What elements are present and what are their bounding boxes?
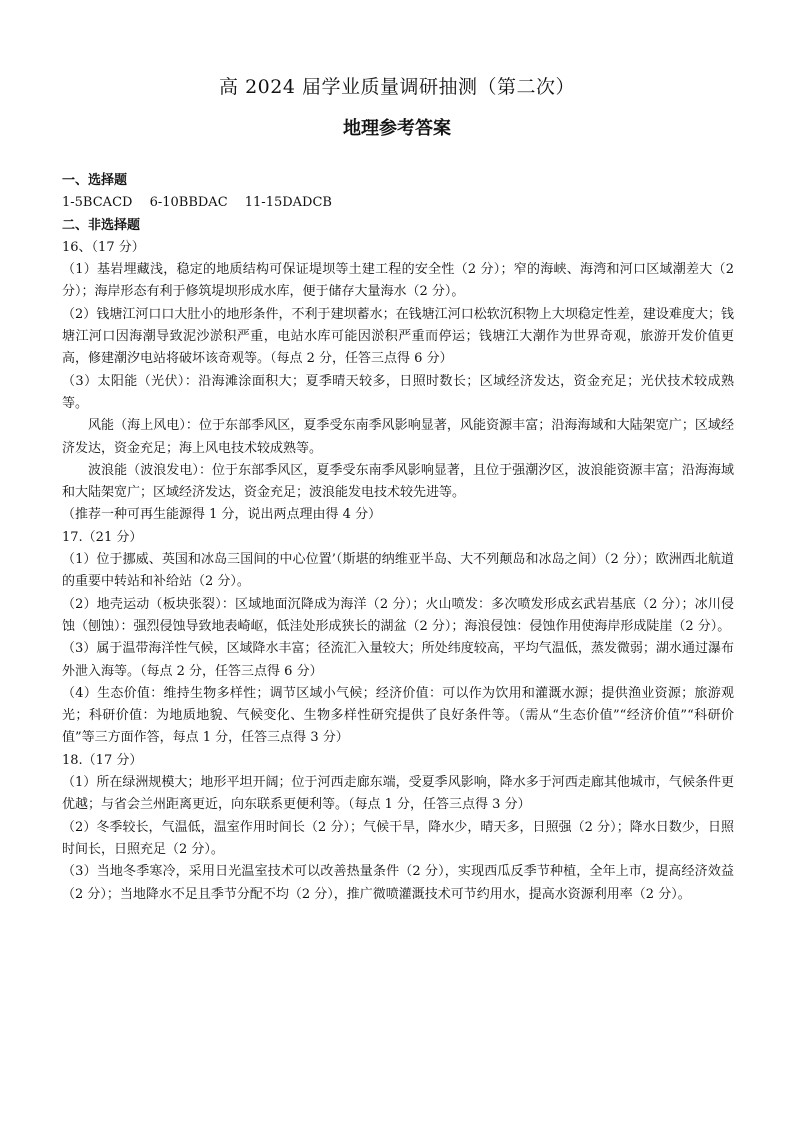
q18-header: 18.（17 分） [62,752,143,768]
q16-part1: （1）基岩埋藏浅，稳定的地质结构可保证堤坝等土建工程的安全性（2 分）；窄的海峡、海湾和河口区域潮差大（2 分）；海岸形态有利于修筑堤坝形成水库，便于储存大量海水（2 分）。 [62,262,734,300]
q17-part1: （1）位于挪威、英国和冰岛三国间的中心位置’（斯堪的纳维亚半岛、大不列颠岛和冰岛之间）（2 分）；欧洲西北航道的重要中转站和补给站（2 分）。 [62,552,734,590]
q16-part3-wave: 波浪能（波浪发电）：位于东部季风区，夏季受东南季风影响显著，且位于强潮汐区，波浪能资源丰富；沿海海域和大陆架宽广；区域经济发达，资金充足；波浪能发电技术较先进等。 [62,462,734,501]
section-heading-choice: 一、选择题 [62,173,128,188]
choice-answers: 1-5BCACD 6-10BBDAC 11-15DADCB [62,195,332,211]
q16-part3-wind: 风能（海上风电）：位于东部季风区，夏季受东南季风影响显著，风能资源丰富；沿海海域和大陆架宽广；区域经济发达，资金充足；海上风电技术较成熟等。 [62,418,734,456]
section-heading-nonchoice: 二、非选择题 [62,217,141,233]
q17-part2: （2）地壳运动（板块张裂）：区域地面沉降成为海洋（2 分）；火山喷发：多次喷发形成玄武岩基底（2 分）；冰川侵蚀（刨蚀）：强烈侵蚀导致地表崎岖，低洼处形成狭长的湖盆（2 分）；海浪侵蚀：侵蚀作用使海岸形成陡崖（2 分）。 [62,596,734,634]
q16-header: 16、（17 分） [62,239,145,255]
q16-scoring-note: （推荐一种可再生能源得 1 分，说出两点理由得 4 分） [62,507,382,523]
q18-part2: （2）冬季较长，气温低，温室作用时间长（2 分）；气候干旱，降水少，晴天多，日照强（2 分）；降水日数少，日照时间长，日照充足（2 分）。 [62,819,734,857]
q18-part3: （3）当地冬季寒冷，采用日光温室技术可以改善热量条件（2 分），实现西瓜反季节种植，全年上市，提高经济效益（2 分）；当地降水不足且季节分配不均（2 分），推广微喷灌溉技术可节约用水，提高水资源利用率（2 分）。 [62,864,734,902]
q18-part1: （1）所在绿洲规模大；地形平坦开阔；位于河西走廊东端，受夏季风影响，降水多于河西走廊其他城市，气候条件更优越；与省会兰州距离更近，向东联系更便利等。（每点 1 分，任答三点得 3 分） [62,775,734,813]
q17-header: 17.（21 分） [62,529,143,545]
q16-part3: （3）太阳能（光伏）：沿海滩涂面积大；夏季晴天较多，日照时数长；区域经济发达，资金充足；光伏技术较成熟等。 [62,373,734,411]
page-title: 高 2024 届学业质量调研抽测（第二次） [219,76,575,98]
page-subtitle: 地理参考答案 [343,118,451,139]
q17-part3: （3）属于温带海洋性气候，区域降水丰富；径流汇入量较大；所处纬度较高，平均气温低，蒸发微弱；湖水通过瀑布外泄入海等。（每点 2 分，任答三点得 6 分） [62,641,734,679]
q16-part2: （2）钱塘江河口口大肚小的地形条件，不利于建坝蓄水；在钱塘江河口松软沉积物上大坝稳定性差，建设难度大；钱塘江河口因海潮导致泥沙淤积严重，电站水库可能因淤积严重而停运；钱塘江大潮作为世界奇观，旅游开发价值更高，修建潮汐电站将破坏该奇观等。（每点 2 分，任答三点得 6 分） [62,306,734,367]
answer-body [62,170,734,906]
q17-part4: （4）生态价值：维持生物多样性；调节区域小气候；经济价值：可以作为饮用和灌溉水源；提供渔业资源；旅游观光；科研价值：为地质地貌、气候变化、生物多样性研究提供了良好条件等。（需从“生态价值”“经济价值”“科研价值”等三方面作答，每点 1 分，任答三点得 3 分） [62,685,734,746]
